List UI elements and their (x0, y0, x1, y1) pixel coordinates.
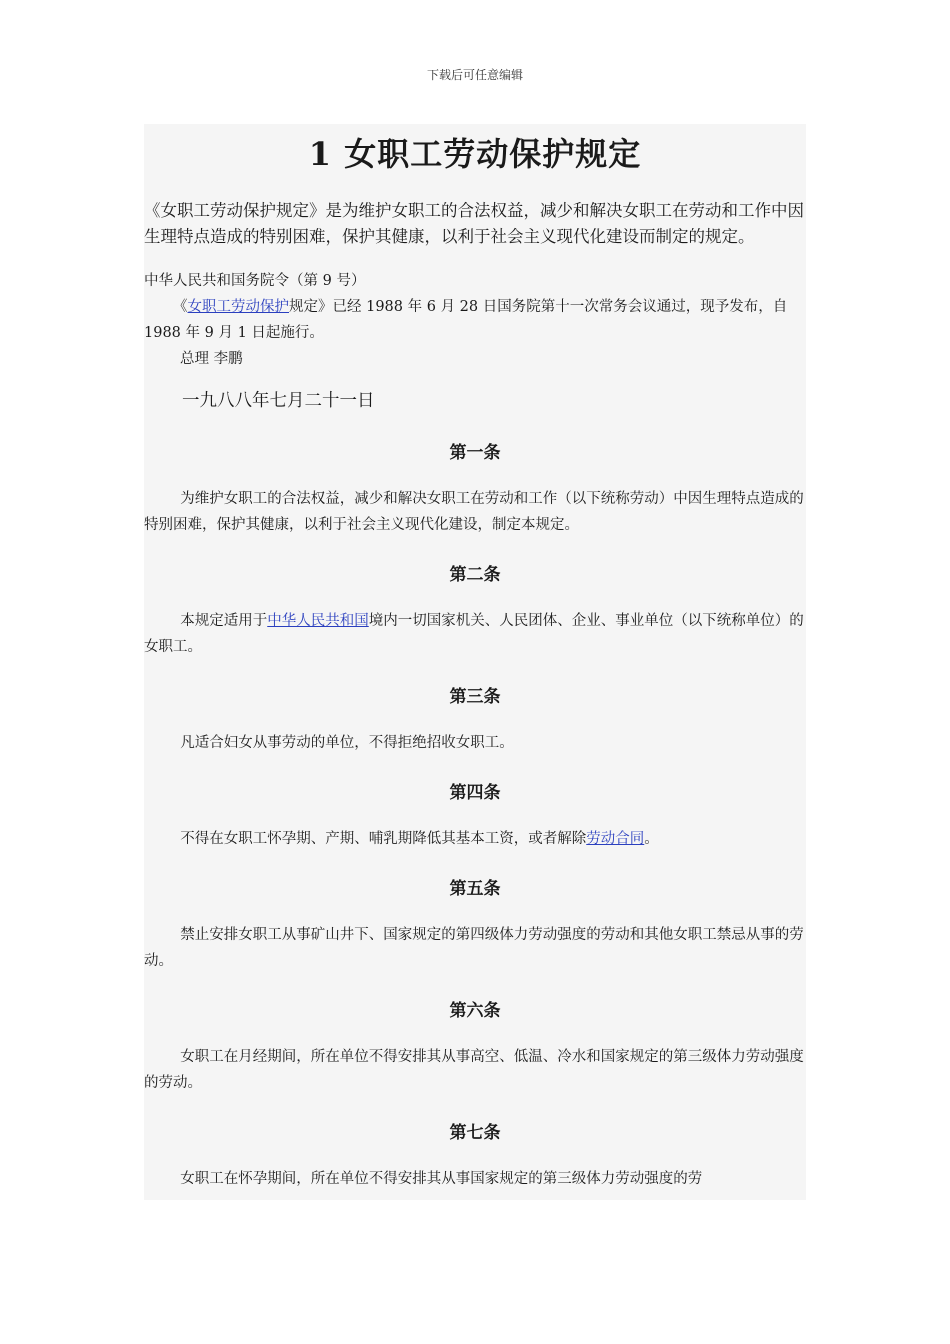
signer: 总理 李鹏 (180, 351, 243, 367)
decree-paragraph (144, 294, 806, 346)
intro-paragraph: 《女职工劳动保护规定》是为维护女职工的合法权益，减少和解决女职工在劳动和工作中因生理特点造成的特别困难，保护其健康，以利于社会主义现代化建设而制定的规定。 (144, 201, 804, 246)
article-4-text-after: 。 (644, 831, 659, 847)
article-4-text (144, 826, 806, 852)
article-2-text-before: 本规定适用于 (180, 613, 268, 629)
link-prc[interactable]: 中华人民共和国 (267, 613, 369, 629)
decree-number: 中华人民共和国务院令（第 9 号） (144, 273, 366, 289)
article-2-text-after: 境内一切国家机关、人民团体、企业、事业单位（以下统称单位）的女职工。 (144, 613, 804, 655)
article-7-heading: 第七条 (449, 1123, 501, 1143)
link-labor-contract[interactable]: 劳动合同 (586, 831, 645, 847)
article-7-text: 女职工在怀孕期间，所在单位不得安排其从事国家规定的第三级体力劳动强度的劳 (180, 1171, 703, 1187)
article-4-text-before: 不得在女职工怀孕期、产期、哺乳期降低其基本工资，或者解除 (180, 831, 587, 847)
download-note: 下载后可任意编辑 (426, 68, 523, 82)
article-1-heading: 第一条 (449, 443, 501, 463)
article-1-text: 为维护女职工的合法权益，减少和解决女职工在劳动和工作（以下统称劳动）中因生理特点造成的特别困难，保护其健康，以利于社会主义现代化建设，制定本规定。 (144, 491, 804, 533)
article-3-text: 凡适合妇女从事劳动的单位，不得拒绝招收女职工。 (180, 735, 514, 751)
decree-date: 一九八八年七月二十一日 (182, 391, 375, 411)
article-2-text (144, 608, 806, 660)
article-4-heading: 第四条 (449, 783, 501, 803)
article-2-heading: 第二条 (449, 565, 501, 585)
decree-text-before: 《 (173, 299, 188, 315)
article-5-heading: 第五条 (449, 879, 501, 899)
decree-text-after: 规定》已经 1988 年 6 月 28 日国务院第十一次常务会议通过，现予发布，自 1988 年 9 月 1 日起施行。 (144, 299, 788, 341)
document-body (144, 124, 806, 1200)
article-3-heading: 第三条 (449, 687, 501, 707)
article-6-heading: 第六条 (449, 1001, 501, 1021)
article-6-text: 女职工在月经期间，所在单位不得安排其从事高空、低温、冷水和国家规定的第三级体力劳动强度的劳动。 (144, 1049, 804, 1091)
document-title: 1 女职工劳动保护规定 (308, 135, 642, 173)
link-regulation-name[interactable]: 女职工劳动保护 (187, 299, 289, 315)
article-5-text: 禁止安排女职工从事矿山井下、国家规定的第四级体力劳动强度的劳动和其他女职工禁忌从事的劳动。 (144, 927, 804, 969)
